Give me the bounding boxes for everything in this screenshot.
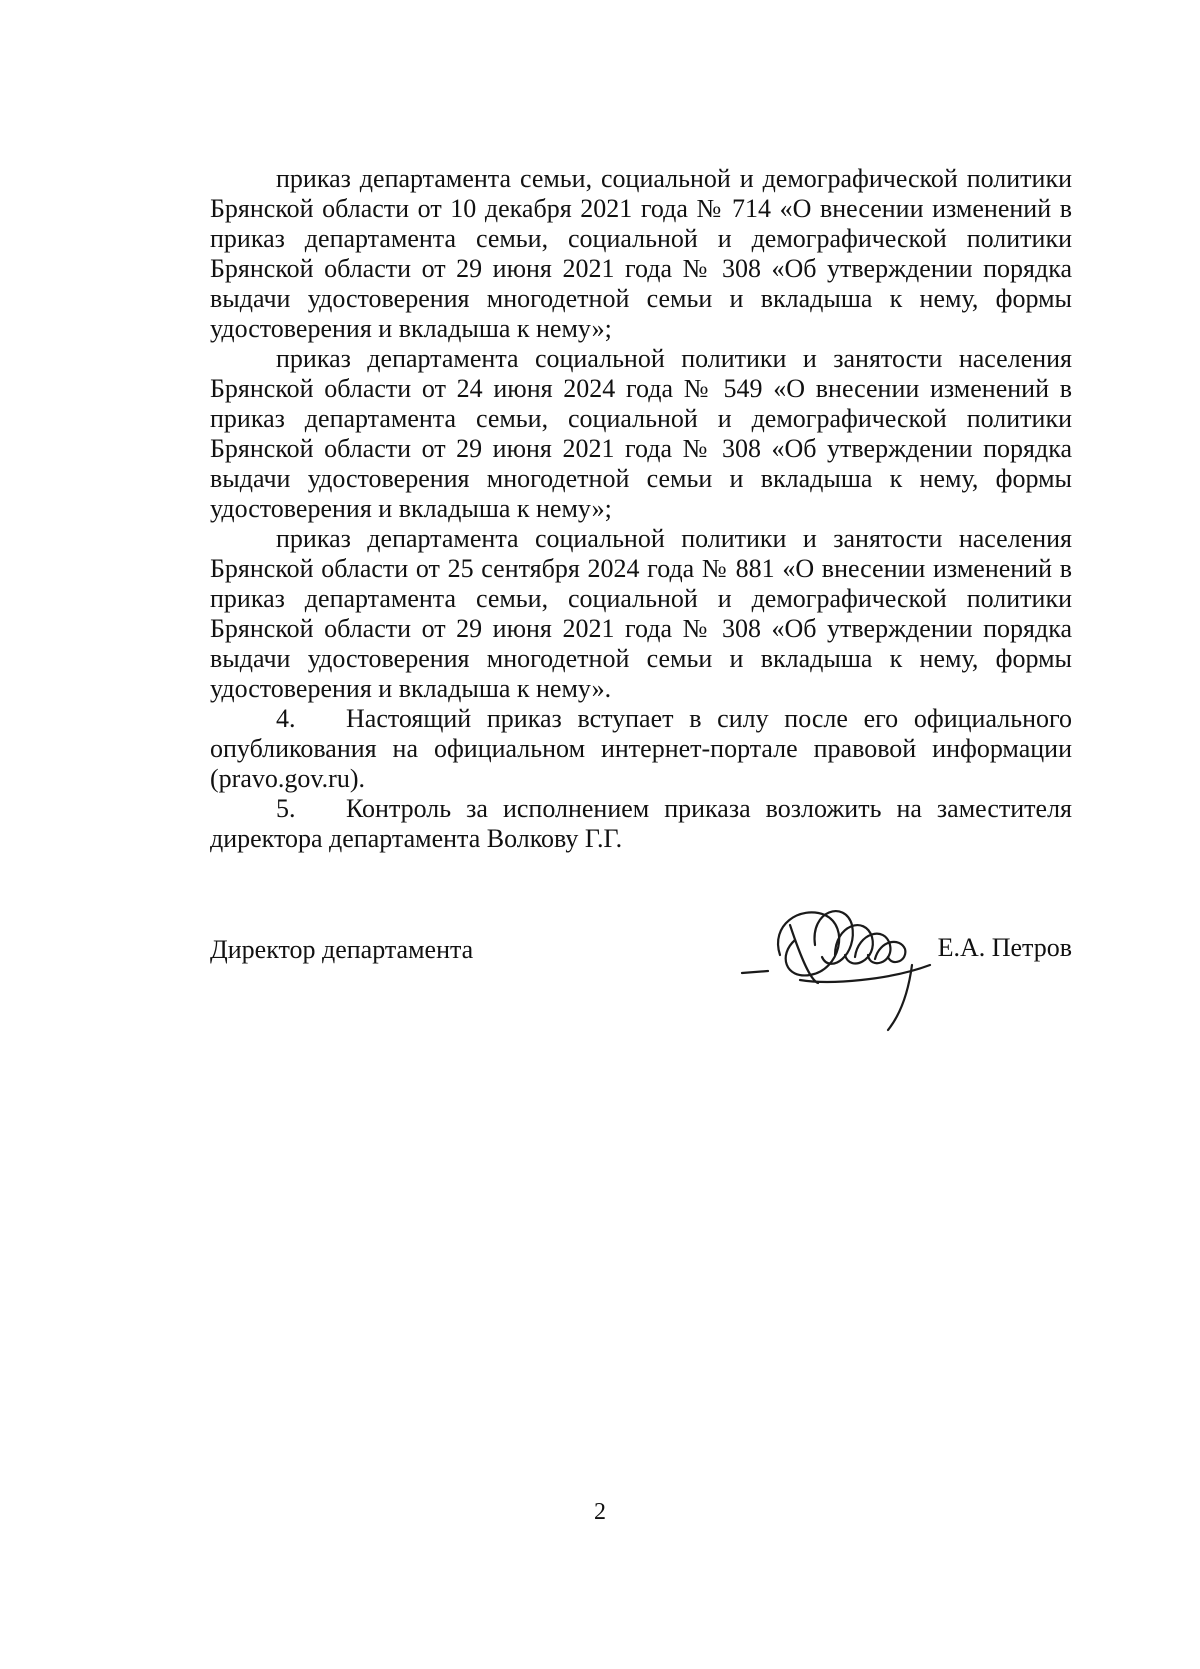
page-number: 2	[594, 1499, 606, 1525]
item-4	[210, 704, 1072, 794]
item-5	[210, 794, 1072, 854]
paragraph-order-549: приказ департамента социальной политики и занятости населения Брянской области от 24 июня 2024 года № 549 «О внесении изменений в приказ департамента семьи, социальной и демографической политики Брянской области от 29 июня 2021 года № 308 «Об утверждении порядка выдачи удостоверения многодетной семьи и вкладыша к нему, формы удостоверения и вкладыша к нему»;	[210, 344, 1072, 523]
signature-block	[210, 925, 1072, 1045]
signatory-name: Е.А. Петров	[937, 933, 1072, 962]
document-body	[210, 164, 1072, 854]
paragraph-order-881: приказ департамента социальной политики и занятости населения Брянской области от 25 сентября 2024 года № 881 «О внесении изменений в приказ департамента семьи, социальной и демографической политики Брянской области от 29 июня 2021 года № 308 «Об утверждении порядка выдачи удостоверения многодетной семьи и вкладыша к нему, формы удостоверения и вкладыша к нему».	[210, 524, 1072, 703]
item-4-number: 4.	[276, 704, 296, 733]
item-5-text: Контроль за исполнением приказа возложить на заместителя директора департамента Волкову Г.Г.	[210, 794, 1072, 853]
paragraph-order-714: приказ департамента семьи, социальной и демографической политики Брянской области от 10 декабря 2021 года № 714 «О внесении изменений в приказ департамента семьи, социальной и демографической политики Брянской области от 29 июня 2021 года № 308 «Об утверждении порядка выдачи удостоверения многодетной семьи и вкладыша к нему, формы удостоверения и вкладыша к нему»;	[210, 164, 1072, 343]
item-4-text: Настоящий приказ вступает в силу после его официального опубликования на официальном интернет-портале правовой информации (pravo.gov.ru).	[210, 704, 1072, 793]
signatory-position: Директор департамента	[210, 935, 474, 964]
handwritten-signature	[740, 885, 970, 1035]
item-5-number: 5.	[276, 794, 296, 823]
